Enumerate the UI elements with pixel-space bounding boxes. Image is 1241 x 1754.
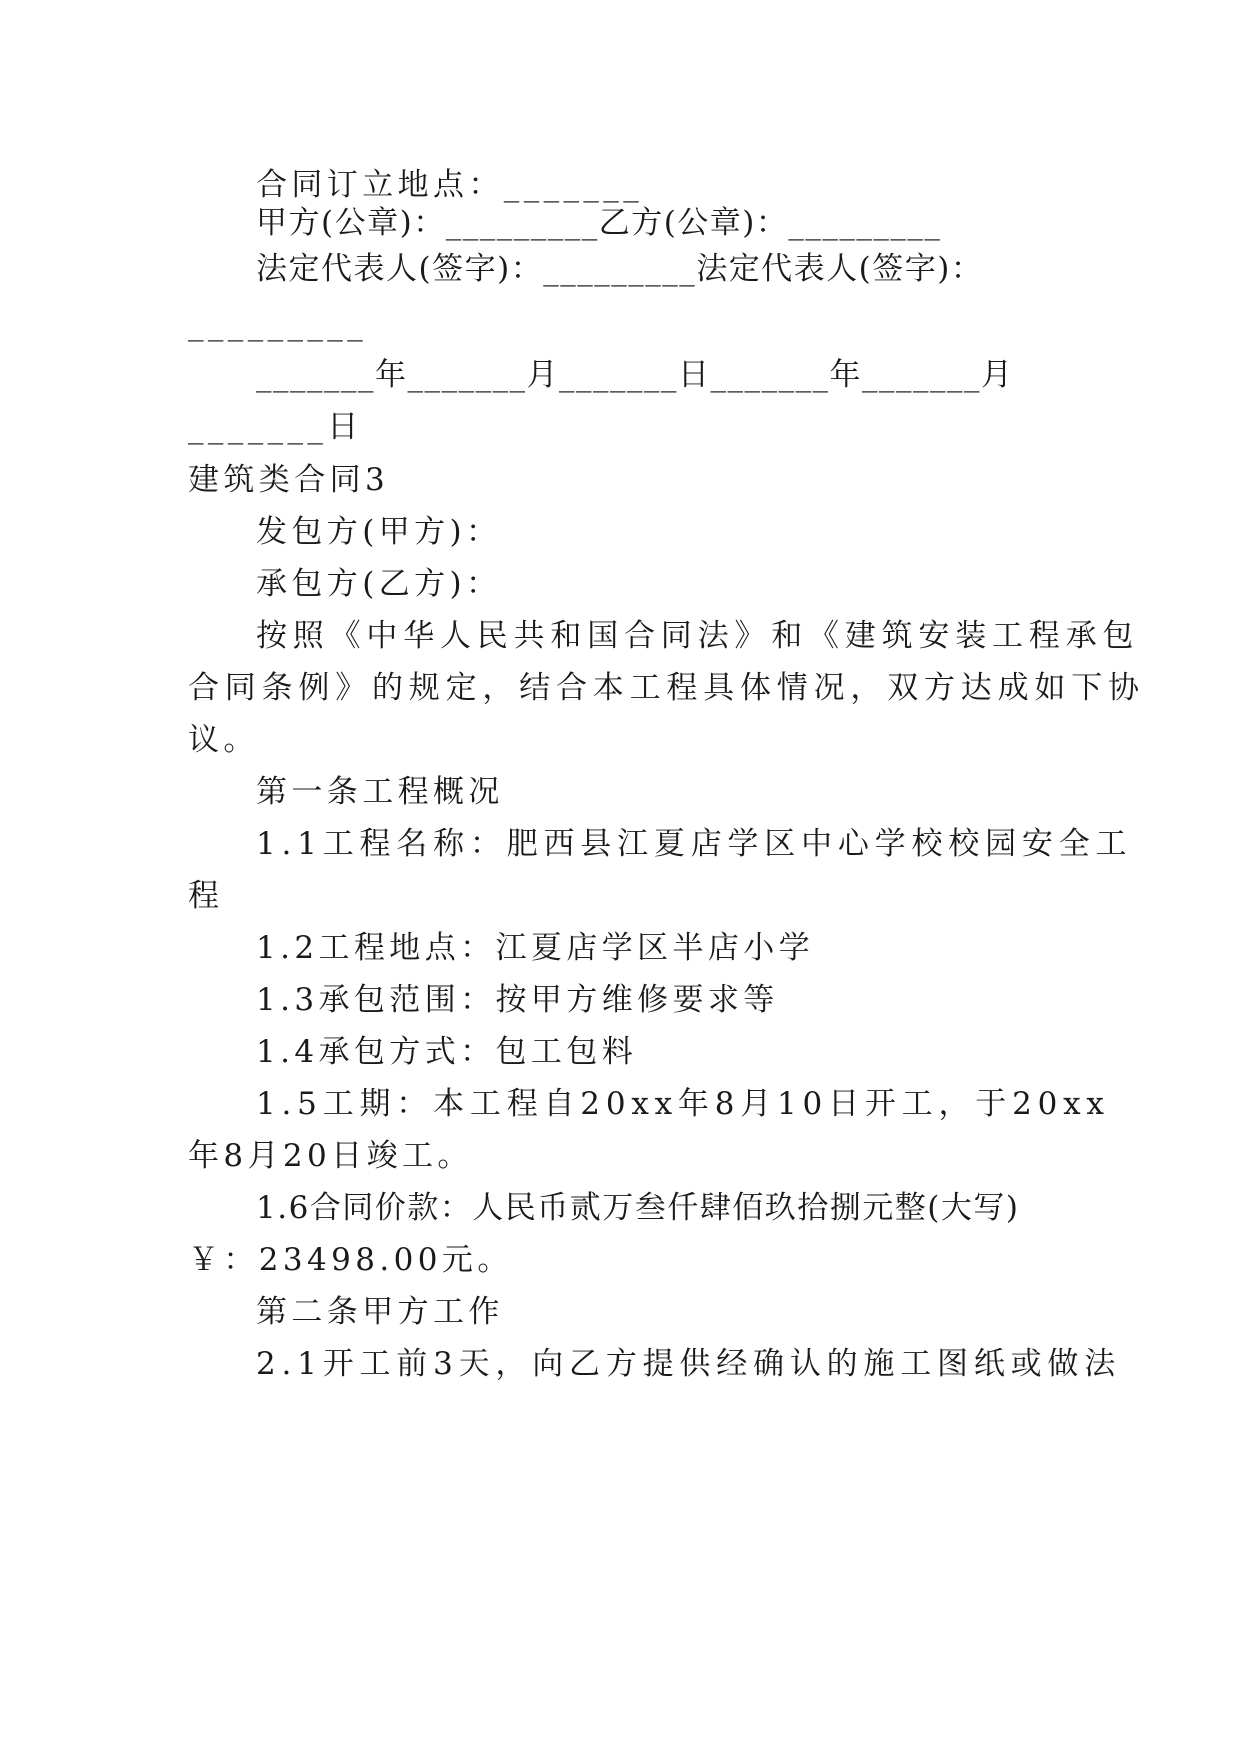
- clause-line: 1.5工期：本工程自20xx年8月10日开工，于20xx: [256, 1086, 1110, 1122]
- contractor-line: 承包方(乙方)：: [256, 566, 502, 602]
- contract-location-line: 合同订立地点：_______: [256, 167, 644, 203]
- clause-line: 程: [188, 878, 224, 914]
- clause-line: 年8月20日竣工。: [188, 1138, 473, 1174]
- signature-blank-line: _________: [188, 306, 368, 342]
- clause-line: 1.4承包方式：包工包料: [256, 1034, 638, 1070]
- clause-line: 1.3承包范围：按甲方维修要求等: [256, 982, 779, 1018]
- date-line: _______年_______月_______日_______年_______月: [256, 357, 1014, 393]
- party-seal-line: 甲方(公章)：_________乙方(公章)：_________: [256, 205, 942, 241]
- article-heading: 第二条甲方工作: [256, 1294, 504, 1330]
- paragraph-line: 议。: [188, 722, 259, 758]
- article-heading: 第一条工程概况: [256, 774, 504, 810]
- legal-representative-line: 法定代表人(签字)：_________法定代表人(签字)：: [256, 251, 984, 287]
- clause-line: ￥：23498.00元。: [188, 1242, 513, 1278]
- clause-line: 2.1开工前3天，向乙方提供经确认的施工图纸或做法: [256, 1346, 1122, 1382]
- paragraph-line: 按照《中华人民共和国合同法》和《建筑安装工程承包: [256, 618, 1140, 654]
- clause-line: 1.2工程地点：江夏店学区半店小学: [256, 930, 815, 966]
- section-title: 建筑类合同3: [188, 462, 390, 498]
- clause-line: 1.1工程名称：肥西县江夏店学区中心学校校园安全工: [256, 826, 1133, 862]
- employer-line: 发包方(甲方)：: [256, 514, 502, 550]
- paragraph-line: 合同条例》的规定，结合本工程具体情况，双方达成如下协: [188, 670, 1145, 706]
- clause-line: 1.6合同价款：人民币贰万叁仟肆佰玖拾捌元整(大写): [256, 1190, 1020, 1226]
- date-line-continued: _______日: [188, 409, 363, 445]
